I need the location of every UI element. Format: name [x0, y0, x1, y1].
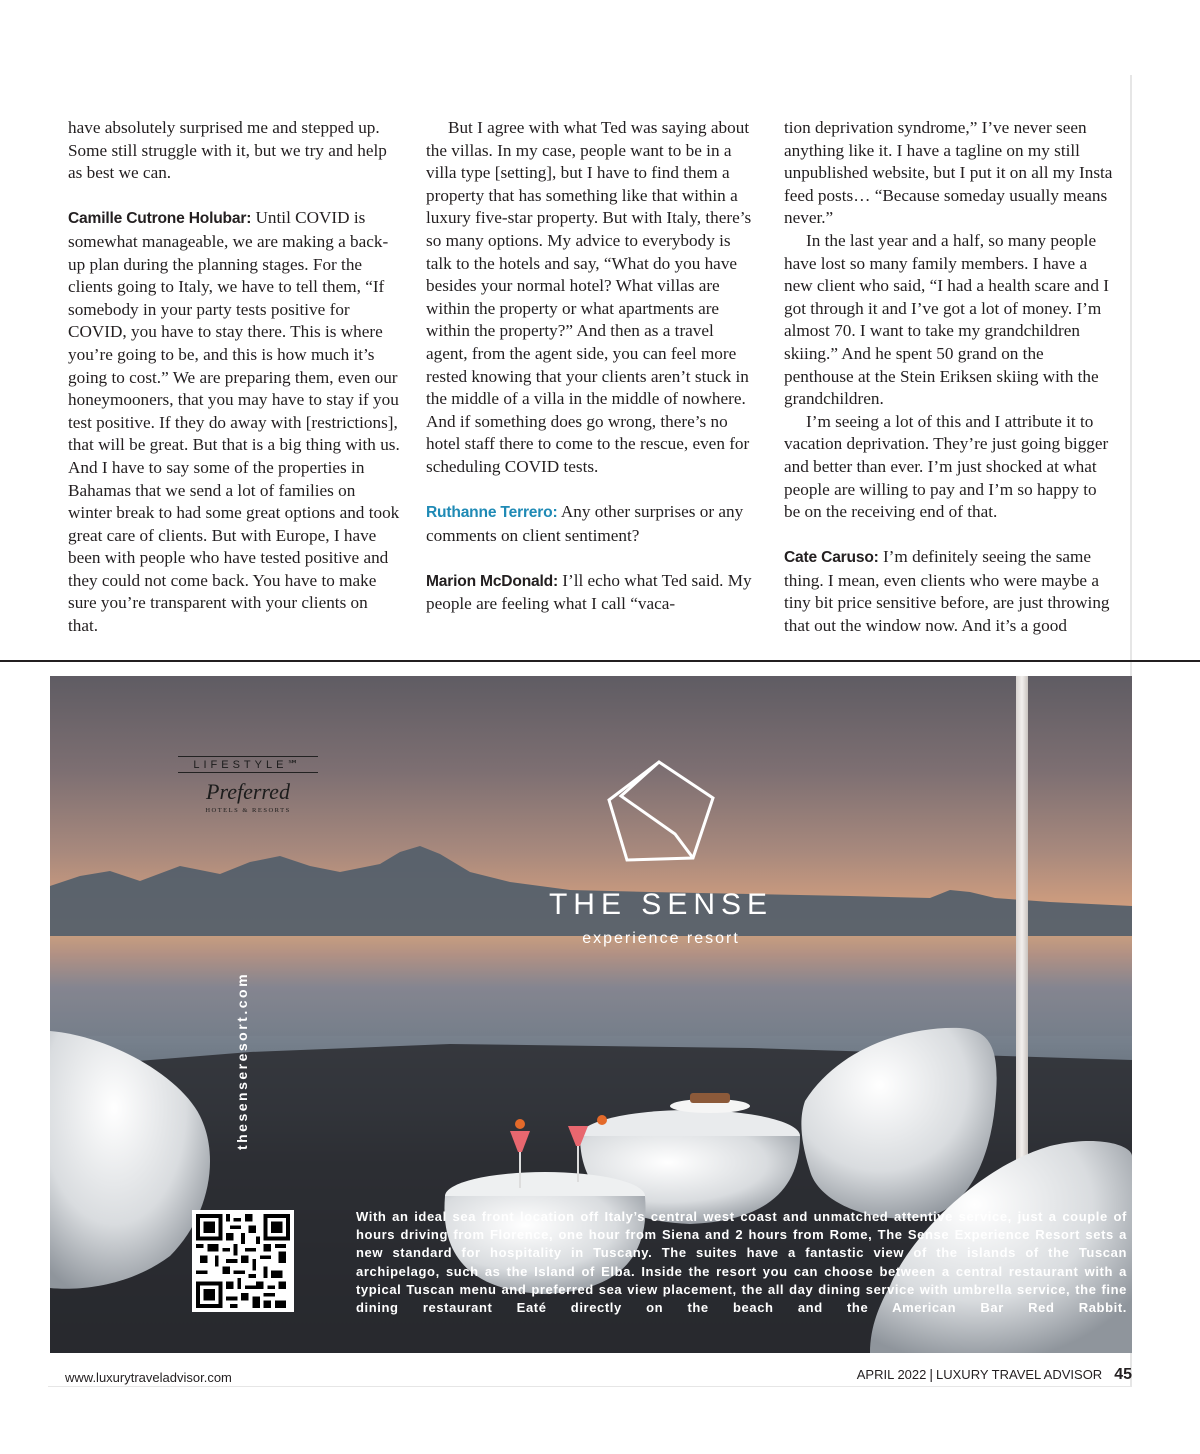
paragraph-caruso	[784, 546, 1116, 637]
section-divider	[0, 660, 1200, 662]
speaker-name: Marion McDonald:	[426, 572, 558, 590]
speaker-text: I’ll echo what Ted said. My people are feeling what I call “vaca-	[426, 570, 752, 614]
speaker-text: Until COVID is somewhat manageable, we are making a back-up plan during the planning stages. For the clients going to Italy, we have to tell them, “If somebody in your party tests positive for COVID, you have to stay there. This is where you’re going to be, and this is how much it’s going to cost.” We are preparing them, even our honeymooners, that you may have to stay if you test positive. If they do away with [restrictions], that will be great. But that is a big thing with us. And I have to say some of the properties in Bahamas that we send a lot of families on winter break to had some great options and took great care of clients. But with Europe, I have been with people who have tested positive and they could not come back. You have to make sure you’re transparent with your clients on that.	[68, 208, 400, 636]
brand-name: THE SENSE	[548, 888, 774, 921]
paragraph: I’m seeing a lot of this and I attribute it to vacation deprivation. They’re just going bigger and better than ever. I’m just shocked at what people are willing to pay and I’m so happy to be on the receiving end of that.	[784, 411, 1109, 522]
article-column-3	[784, 117, 1116, 638]
resort-website-text: thesenseresort.com	[234, 971, 250, 1151]
speaker-name: Cate Caruso:	[784, 549, 879, 567]
paragraph-mcdonald	[426, 570, 758, 616]
speaker-text: I’m definitely seeing the same thing. I mean, even clients who were maybe a tiny bit price sensitive before, are just throwing that out the window now. And it’s a good	[784, 547, 1110, 636]
ad-description: With an ideal sea front location off Italy’s central west coast and unmatched attentive service, just a couple of hours driving from Florence, one hour from Siena and 2 hours from Rome, The Sense Experience Resort sets a new standard for hospitality in Tuscany. The suites have a fantastic view of the islands of the Tuscan archipelago, such as the Island of Elba. Inside the resort you can choose between a central restaurant with a typical Tuscan menu and preferred sea view placement, the all day dining service with umbrella service, the fine dining restaurant Eaté directly on the beach and the American Bar Red Rabbit.	[356, 1209, 1127, 1316]
speaker-name: Ruthanne Terrero:	[426, 504, 558, 522]
paragraph: But I agree with what Ted was saying about the villas. In my case, people want to be in a villa type [setting], but I have to find them a property that has something like that within a luxury five-star property. But with Italy, there’s so many options. My advice to everybody is talk to the hotels and say, “What do you have besides your normal hotel? What villas are within the property or what apartments are within the property?” And then as a travel agent, from the agent side, you can feel more rested knowing that your clients aren’t stuck in the middle of a villa in the middle of nowhere. And if something does go wrong, there’s no hotel staff there to come to the rescue, even for scheduling COVID tests.	[426, 118, 752, 476]
magazine-name: LUXURY TRAVEL ADVISOR	[936, 1367, 1103, 1382]
paragraph: have absolutely surprised me and stepped up. Some still struggle with it, but we try and help as best we can.	[68, 118, 387, 183]
folio	[857, 1366, 1132, 1384]
paragraph: tion deprivation syndrome,” I’ve never seen anything like it. I have a tagline on my still unpublished website, but I put it on all my Insta feed posts… “Because someday usually means never.”	[784, 118, 1113, 228]
article-column-2	[426, 117, 758, 616]
folio-separator: |	[929, 1366, 934, 1382]
hotels-resorts-label: HOTELS & RESORTS	[205, 807, 291, 814]
advertisement	[50, 676, 1132, 1353]
paragraph-terrero	[426, 501, 758, 547]
footer-website-link[interactable]: www.luxurytraveladvisor.com	[65, 1370, 232, 1385]
resort-website[interactable]	[230, 966, 254, 1156]
page-number: 45	[1114, 1366, 1132, 1383]
speaker-text: Any other surprises or any comments on client sentiment?	[426, 502, 744, 545]
lifestyle-preferred-logo	[178, 756, 318, 814]
speaker-name: Camille Cutrone Holubar:	[68, 210, 252, 228]
footer-rule	[48, 1386, 1132, 1387]
issue-date: APRIL 2022	[856, 1367, 927, 1382]
paragraph-holubar	[68, 207, 400, 637]
lifestyle-wordmark: LIFESTYLE℠	[178, 756, 318, 773]
qr-code-icon[interactable]	[192, 1210, 294, 1312]
paragraph: In the last year and a half, so many people have lost so many family members. I have a new client who said, “I had a health scare and I got through it and I’ve got a lot of money. I’m almost 70. I want to take my grandchildren skiing.” And he spent 50 grand on the penthouse at the Stein Eriksen skiing with the grandchildren.	[784, 230, 1109, 409]
article-column-1	[68, 117, 400, 638]
the-sense-logo-icon	[605, 756, 717, 868]
brand-tagline: experience resort	[582, 930, 740, 947]
preferred-script: Preferred	[206, 779, 290, 804]
